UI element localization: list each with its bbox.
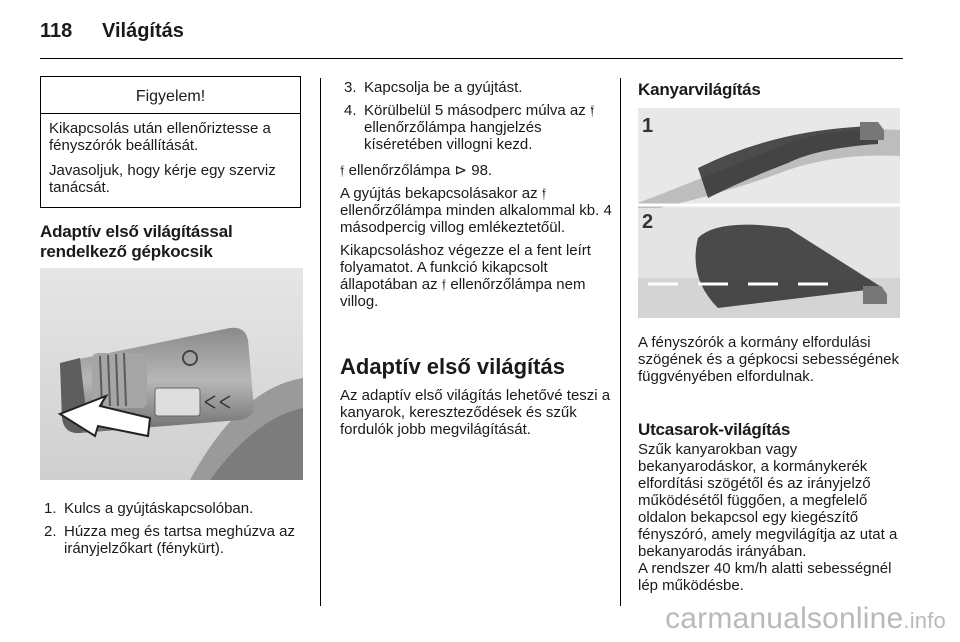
list-item: 1. Kulcs a gyújtáskapcsolóban. xyxy=(44,500,254,517)
indicator-reference: 𝔣 ellenőrzőlámpa ⊳ 98. xyxy=(340,162,493,179)
left-steps xyxy=(40,500,310,563)
right-subheading: Utcasarok-világítás xyxy=(638,420,791,439)
paragraph: A gyújtás bekapcsolásakor az 𝔣 ellenőrzőlámpa minden alkalommal kb. 4 másodpercig villog emlékeztetőül. xyxy=(340,185,612,236)
list-item: 2. Húzza meg és tartsa meghúzva az irányjelzőkart (fénykürt). xyxy=(44,523,295,557)
right-heading: Kanyarvilágítás xyxy=(638,80,761,99)
right-text-2 xyxy=(638,441,906,594)
paragraph: A fényszórók a kormány elfordulási szögének és a gépkocsi sebességének függvényében elfordulnak. xyxy=(638,334,900,385)
watermark: carmanualsonline.info xyxy=(665,602,946,635)
list-item: 3. Kapcsolja be a gyújtást. xyxy=(344,79,523,96)
paragraph: Kikapcsoláshoz végezze el a fent leírt folyamatot. A funkció kikapcsolt állapotában az 𝔣 ellenőrzőlámpa nem villog. xyxy=(340,242,591,310)
middle-text xyxy=(340,162,612,316)
stalk-illustration xyxy=(40,268,303,480)
warning-body xyxy=(41,114,300,196)
figure-label-2: 2 xyxy=(642,211,654,233)
page-number: 118 xyxy=(40,20,73,42)
column-divider-2 xyxy=(620,78,621,606)
paragraph: A rendszer 40 km/h alatti sebességnél lép működésbe. xyxy=(638,560,892,594)
middle-steps xyxy=(340,79,612,159)
warning-paragraph: Javasoljuk, hogy kérje egy szerviz tanácsát. xyxy=(49,162,276,196)
page-title: Világítás xyxy=(102,20,184,42)
cornering-light-image xyxy=(638,108,900,318)
column-divider-1 xyxy=(320,78,321,606)
turn-signal-stalk-image xyxy=(40,268,303,480)
page-header xyxy=(40,20,184,43)
warning-box xyxy=(40,76,301,208)
section-heading: Adaptív első világítás xyxy=(340,354,565,379)
paragraph: Szűk kanyarokban vagy bekanyarodáskor, a kormánykerék elfordítási szögétől és az irányjelző működésétől függően, a megfelelő oldalon bekapcsol egy kiegészítő fényszóró, amely megvilágítja az utat a bekanyarodás irányában. xyxy=(638,441,898,560)
left-subheading: Adaptív első világítással rendelkező gépkocsik xyxy=(40,222,233,261)
warning-title: Figyelem! xyxy=(41,77,300,114)
cornering-light-illustration xyxy=(638,108,900,318)
list-item: 4. Körülbelül 5 másodperc múlva az 𝔣 ellenőrzőlámpa hangjelzés kíséretében villogni kezd. xyxy=(344,102,595,153)
figure-label-1: 1 xyxy=(642,115,654,137)
header-rule xyxy=(40,58,903,59)
middle-text-2 xyxy=(340,387,612,444)
warning-paragraph: Kikapcsolás után ellenőriztesse a fényszórók beállítását. xyxy=(49,120,271,154)
paragraph: Az adaptív első világítás lehetővé teszi a kanyarok, kereszteződések és szűk fordulók jobb megvilágítását. xyxy=(340,387,611,438)
right-text xyxy=(638,334,904,391)
